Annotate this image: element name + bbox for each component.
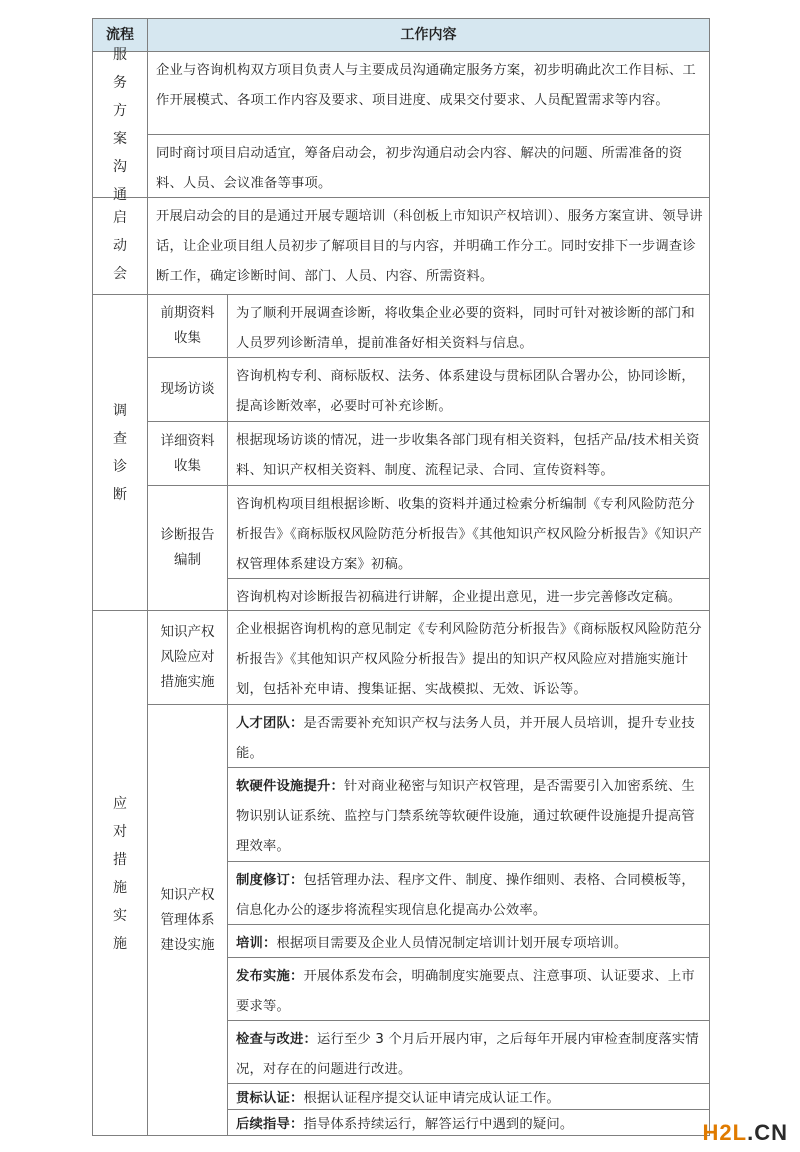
sub-label: 诊断报告编制 <box>160 527 215 568</box>
service-label: 服务方案沟通 <box>113 46 127 203</box>
item-text: 根据认证程序提交认证申请完成认证工作。 <box>303 1091 560 1106</box>
item-title: 发布实施： <box>236 969 304 984</box>
row-label-diagnosis <box>93 295 148 611</box>
table-header <box>93 19 709 52</box>
diagnosis-sub-3 <box>148 422 228 486</box>
process-table <box>92 18 710 1136</box>
item-text: 指导体系持续运行，解答运行中遇到的疑问。 <box>303 1117 574 1132</box>
sub-label: 知识产权管理体系建设实施 <box>160 887 215 953</box>
system-item-6 <box>228 1021 709 1084</box>
header-content: 工作内容 <box>400 27 457 43</box>
diagnosis-text-4: 咨询机构项目组根据诊断、收集的资料并通过检索分析编制《专利风险防范分析报告》《商标版权风险防范分析报告》《其他知识产权风险分析报告》《知识产权管理体系建设方案》初稿。 <box>228 486 709 579</box>
system-item-3 <box>228 862 709 925</box>
item-text: 是否需要补充知识产权与法务人员，并开展人员培训，提升专业技能。 <box>236 716 695 761</box>
row-label-kickoff <box>93 198 148 295</box>
logo-part-1: H2L <box>702 1120 748 1145</box>
item-text: 根据项目需要及企业人员情况制定培训计划开展专项培训。 <box>276 936 628 951</box>
item-text: 运行至少 3 个月后开展内审，之后每年开展内审检查制度落实情况，对存在的问题进行改进。 <box>236 1032 699 1077</box>
service-text-1: 企业与咨询机构双方项目负责人与主要成员沟通确定服务方案，初步明确此次工作目标、工作开展模式、各项工作内容及要求、项目进度、成果交付要求、人员配置需求等内容。 <box>148 52 709 135</box>
diagnosis-sub-2 <box>148 358 228 422</box>
system-item-8 <box>228 1110 709 1136</box>
sub-label: 前期资料收集 <box>160 305 215 346</box>
diagnosis-sub-1 <box>148 295 228 358</box>
item-text: 开展体系发布会，明确制度实施要点、注意事项、认证要求、上市要求等。 <box>236 969 695 1014</box>
diagnosis-text-extra: 咨询机构对诊断报告初稿进行讲解，企业提出意见，进一步完善修改定稿。 <box>228 579 709 611</box>
logo-part-2: .CN <box>747 1120 788 1145</box>
sub-label: 详细资料收集 <box>160 432 215 474</box>
item-title: 后续指导： <box>236 1117 304 1132</box>
response-sub-system <box>148 705 228 1136</box>
service-text-2: 同时商讨项目启动适宜，筹备启动会，初步沟通启动会内容、解决的问题、所需准备的资料、人员、会议准备等事项。 <box>148 135 709 198</box>
diagnosis-text-3: 根据现场访谈的情况，进一步收集各部门现有相关资料，包括产品/技术相关资料、知识产权相关资料、制度、流程记录、合同、宣传资料等。 <box>228 422 709 486</box>
diagnosis-text-2: 咨询机构专利、商标版权、法务、体系建设与贯标团队合署办公，协同诊断，提高诊断效率，必要时可补充诊断。 <box>228 358 709 422</box>
header-process: 流程 <box>93 19 148 51</box>
row-label-service <box>93 46 148 203</box>
item-title: 制度修订： <box>236 873 304 888</box>
system-item-7 <box>228 1084 709 1110</box>
item-title: 软硬件设施提升： <box>236 779 344 794</box>
sub-label: 现场访谈 <box>160 381 215 397</box>
system-item-1 <box>228 705 709 768</box>
kickoff-label: 启动会 <box>113 210 127 282</box>
response-sub-risk <box>148 611 228 705</box>
system-item-4 <box>228 925 709 958</box>
item-title: 人才团队： <box>236 716 304 731</box>
row-label-response <box>93 611 148 1136</box>
diagnosis-text-1: 为了顺利开展调查诊断，将收集企业必要的资料，同时可针对被诊断的部门和人员罗列诊断清单，提前准备好相关资料与信息。 <box>228 295 709 358</box>
item-text: 针对商业秘密与知识产权管理，是否需要引入加密系统、生物识别认证系统、监控与门禁系统等软硬件设施，通过软硬件设施提升提高管理效率。 <box>236 779 695 854</box>
response-label: 应对措施实施 <box>113 795 127 952</box>
item-text: 包括管理办法、程序文件、制度、操作细则、表格、合同模板等，信息化办公的逐步将流程实现信息化提高办公效率。 <box>236 873 695 918</box>
kickoff-text: 开展启动会的目的是通过开展专题培训（科创板上市知识产权培训）、服务方案宣讲、领导讲话，让企业项目组人员初步了解项目目的与内容，并明确工作分工。同时安排下一步调查诊断工作，确定诊断时间、部门、人员、内容、所需资料。 <box>148 198 709 295</box>
system-item-2 <box>228 768 709 862</box>
diagnosis-sub-4 <box>148 486 228 611</box>
response-risk-text: 企业根据咨询机构的意见制定《专利风险防范分析报告》《商标版权风险防范分析报告》《其他知识产权风险分析报告》提出的知识产权风险应对措施实施计划，包括补充申请、搜集证据、实战模拟、无效、诉讼等。 <box>228 611 709 705</box>
diagnosis-label: 调查诊断 <box>113 402 127 503</box>
system-item-5 <box>228 958 709 1021</box>
h2l-watermark-logo <box>703 1120 788 1146</box>
item-title: 培训： <box>236 936 277 951</box>
item-title: 检查与改进： <box>236 1032 317 1047</box>
sub-label: 知识产权风险应对措施实施 <box>160 624 215 690</box>
item-title: 贯标认证： <box>236 1091 304 1106</box>
